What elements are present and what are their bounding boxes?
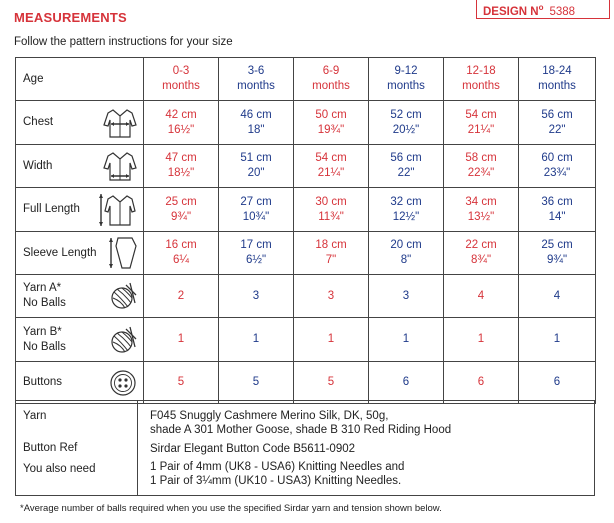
size-header: 6-9 months [294, 58, 369, 101]
row-label: Full Length [16, 188, 144, 232]
design-number: 5388 [549, 5, 576, 18]
size-header: 9-12 months [369, 58, 444, 101]
button-icon [108, 368, 138, 398]
materials-block [15, 400, 595, 496]
row-label: Yarn A* No Balls [16, 275, 144, 318]
age-row [16, 58, 596, 101]
table-row: Buttons 5 5 5 6 6 6 [16, 362, 596, 404]
cardigan-width-icon [102, 150, 138, 182]
cardigan-length-icon [98, 192, 138, 228]
cardigan-chest-icon [102, 107, 138, 139]
size-header: 3-6 months [219, 58, 294, 101]
row-label: Width [16, 145, 144, 188]
subtitle: Follow the pattern instructions for your size [14, 36, 233, 48]
design-number-box [476, 0, 610, 19]
design-label: DESIGN $N^o$ [483, 3, 544, 18]
table-row: Yarn B* No Balls 1 1 1 1 1 1 [16, 318, 596, 362]
size-header: 12-18 months [444, 58, 519, 101]
table-row: Width 47 cm 18½" 51 cm 20" 54 cm 21¼" 56 cm 22" 58 cm 22¾" 60 cm 23¾" [16, 145, 596, 188]
table-row: Yarn A* No Balls 2 3 3 3 4 4 [16, 275, 596, 318]
yarn-value: F045 Snuggly Cashmere Merino Silk, DK, 50g, shade A 301 Mother Goose, shade B 310 Red Riding Hood [150, 410, 452, 436]
yarn-label: Yarn [23, 410, 47, 422]
size-header: 18-24 months [519, 58, 596, 101]
size-header: 0-3 months [144, 58, 219, 101]
table-row: Full Length 25 cm 9¾" 27 cm 10¾" 30 cm 11¾" 32 cm 12½" 34 cm 13½" 36 cm 14" [16, 188, 596, 232]
yarn-ball-icon [108, 281, 138, 311]
table-row: Sleeve Length 16 cm 6¼ 17 cm 6½" 18 cm 7" 20 cm 8" 22 cm 8¾" 25 cm 9¾" [16, 232, 596, 275]
sleeve-length-icon [108, 236, 138, 270]
column-divider [137, 401, 138, 495]
row-label: Yarn B* No Balls [16, 318, 144, 362]
age-label: Age [16, 58, 144, 101]
also-need-label: You also need [23, 463, 96, 475]
measurements-table [15, 57, 596, 404]
page-title: MEASUREMENTS [14, 10, 127, 25]
button-ref-value: Sirdar Elegant Button Code B5611-0902 [150, 443, 356, 455]
row-label: Buttons [16, 362, 144, 404]
also-need-value: 1 Pair of 4mm (UK8 - USA6) Knitting Needles and 1 Pair of 3¼mm (UK10 - USA3) Knitting Needles. [150, 461, 405, 487]
button-ref-label: Button Ref [23, 442, 78, 454]
footnote: *Average number of balls required when you use the specified Sirdar yarn and tension shown below. [20, 503, 442, 514]
yarn-ball-icon [108, 325, 138, 355]
table-row: Chest 42 cm 16½" 46 cm 18" 50 cm 19¾" 52 cm 20½" 54 cm 21¼" 56 cm 22" [16, 101, 596, 145]
row-label: Sleeve Length [16, 232, 144, 275]
row-label: Chest [16, 101, 144, 145]
